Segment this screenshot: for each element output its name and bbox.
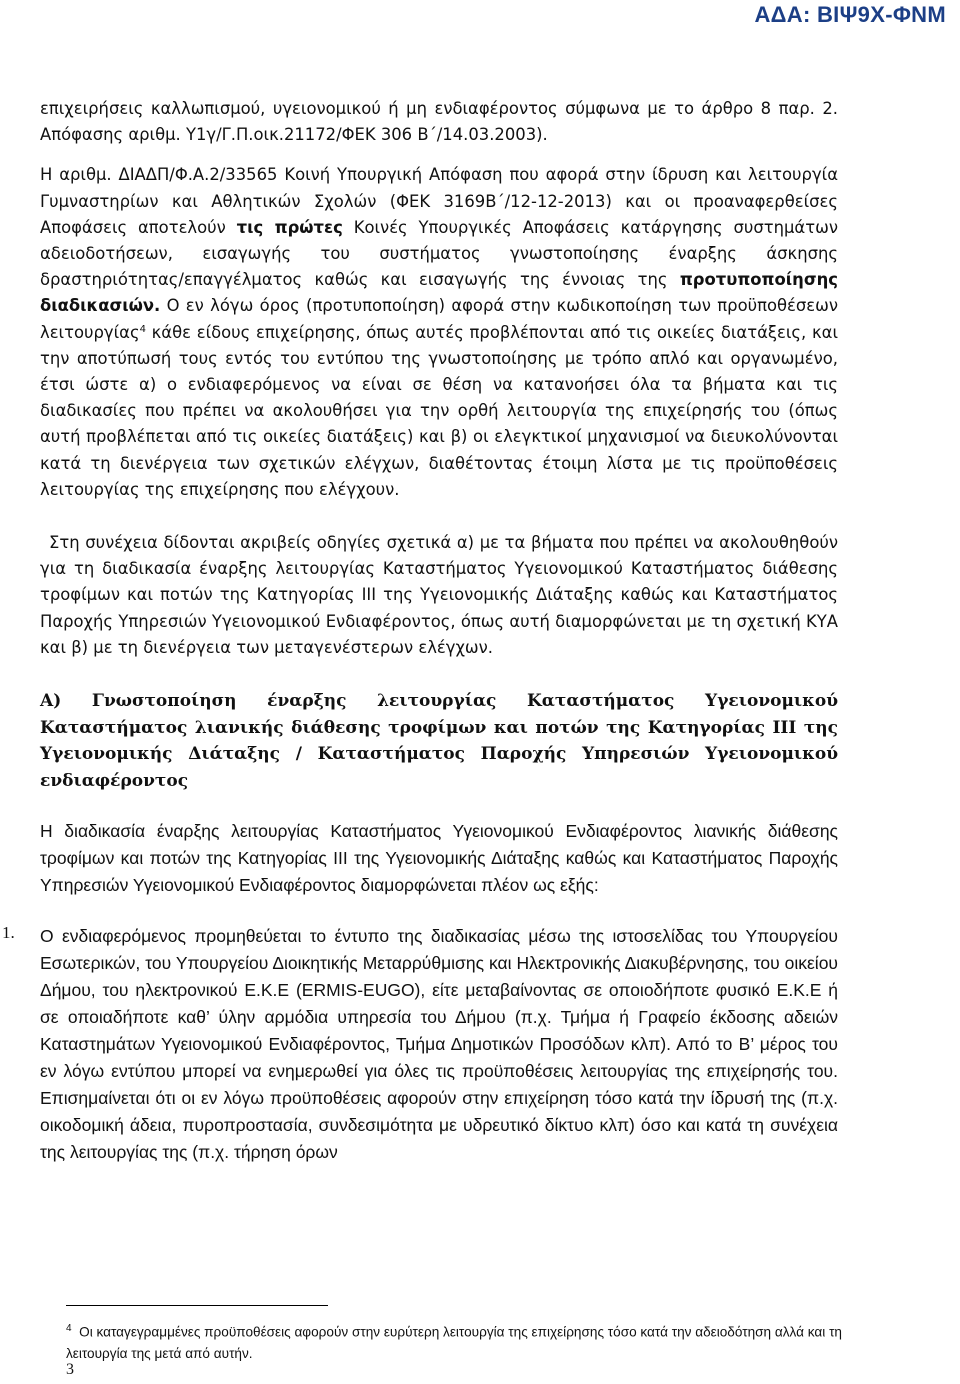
paragraph-instructions: Στη συνέχεια δίδονται ακριβείς οδηγίες σχετικά α) με τα βήματα που πρέπει να ακολουθηθούν για τη διαδικασία έναρξης λειτουργίας Καταστήματος Υγειονομικού Καταστήματος διάθεσης τροφίμων και ποτών της Κατηγορίας ΙΙΙ της Υγειονομικής Διάταξης καθώς και Καταστήματος Παροχής Υπηρεσιών Υγειονομικού Ενδιαφέροντος, όπως αυτή διαμορφώνεται με τη σχετική ΚΥΑ και β) με τη διενέργεια των μεταγενέστερων ελέγχων. [40,533,838,657]
section-heading: Α) Γνωστοποίηση έναρξης λειτουργίας Καταστήματος Υγειονομικού Καταστήματος λιανικής διάθεσης τροφίμων και ποτών της Κατηγορίας ΙΙΙ της Υγειονομικής Διάταξης / Καταστήματος Παροχής Υπηρεσιών Υγειονομικού ενδιαφέροντος [40,691,838,791]
footnote-number: 4 [66,1323,72,1334]
list-number: 1. [2,923,15,943]
footnote-text: Οι καταγεγραμμένες προϋποθέσεις αφορούν στην ευρύτερη λειτουργία της επιχείρησης τόσο κατά την αδειοδότηση αλλά και τη λειτουργία της μετά από αυτήν. [66,1324,842,1361]
bold-standardization: προτυποποίησης διαδικασιών. [40,270,838,316]
footnote-ref: 4 [139,323,146,335]
footnote-divider [66,1305,328,1306]
paragraph-procedure: Η διαδικασία έναρξης λειτουργίας Καταστήματος Υγειονομικού Ενδιαφέροντος λιανικής διάθεσης τροφίμων και ποτών της Κατηγορίας ΙΙΙ της Υγειονομικής Διάταξης καθώς και Καταστήματος Παροχής Υπηρεσιών Υγειονομικού Ενδιαφέροντος διαμορφώνεται πλέον ως εξής: [40,821,838,896]
ada-code: ΑΔΑ: ΒΙΨ9Χ-ΦΝΜ [754,2,946,27]
footnote [66,1318,846,1364]
list-item-text: Ο ενδιαφερόμενος προμηθεύεται το έντυπο της διαδικασίας μέσω της ιστοσελίδας του Υπουργείου Εσωτερικών, του Υπουργείου Διοικητικής Μεταρρύθμισης και Ηλεκτρονικής Διακυβέρνησης, του οικείου Δήμου, του ηλεκτρονικού Ε.Κ.Ε (ERMIS-EUGO), είτε μεταβαίνοντας σε οποιοδήποτε φυσικό Ε.Κ.Ε ή σε οποιαδήποτε καθ’ ύλην αρμόδια υπηρεσία του Δήμου (π.χ. Τμήμα ή Γραφείο έκδοσης αδειών Καταστημάτων Υγειονομικού Ενδιαφέροντος, Τμήμα Δημοτικών Προσόδων κλπ). Από το Β’ μέρος του εν λόγω εντύπου μπορεί να ενημερωθεί για όλες τις προϋποθέσεις λειτουργίας της επιχείρησής του. Επισημαίνεται ότι οι εν λόγω προϋποθέσεις αφορούν στην επιχείρηση τόσο κατά την ίδρυσή της (π.χ. οικοδομική άδεια, πυροπροστασία, συνδεσιμότητα με υδρευτικό δίκτυο κλπ) όσο και κατά τη συνέχεια της λειτουργίας της (π.χ. τήρηση όρων [40,926,838,1163]
page-number: 3 [66,1361,74,1378]
paragraph-intro: επιχειρήσεις καλλωπισμού, υγειονομικού ή μη ενδιαφέροντος σύμφωνα με το άρθρο 8 παρ. 2. Απόφασης αριθμ. Υ1γ/Γ.Π.οικ.21172/ΦΕΚ 306 Β΄/14.03.2003). [40,99,838,145]
bold-first: τις πρώτες [236,217,343,237]
document-body [2,96,838,1166]
paragraph-kya: Η αριθμ. ΔΙΑΔΠ/Φ.Α.2/33565 Κοινή Υπουργική Απόφαση που αφορά στην ίδρυση και λειτουργία Γυμναστηρίων και Αθλητικών Σχολών (ΦΕΚ 3169Β΄/12-12-2013) και οι προαναφερθείσες Αποφάσεις αποτελούν τις πρώτες Κοινές Υπουργικές Αποφάσεις κατάργησης συστημάτων αδειοδοτήσεων, εισαγωγής του συστήματος γνωστοποίησης έναρξης άσκησης δραστηριότητας/επαγγέλματος καθώς και εισαγωγής της έννοιας της προτυποποίησης διαδικασιών. Ο εν λόγω όρος (προτυποποίηση) αφορά στην κωδικοποίηση των προϋποθέσεων λειτουργίας$^4$ κάθε είδους επιχείρησης, όπως αυτές προβλέπονται από τις οικείες διατάξεις, και την αποτύπωσή τους εντός του εντύπου της γνωστοποίησης με τρόπο απλό και οργανωμένο, έτσι ώστε α) ο ενδιαφερόμενος να είναι σε θέση να κατανοήσει όλα τα βήματα και τις διαδικασίες που πρέπει να ακολουθήσει για την ορθή λειτουργία της επιχείρησής του (όπως αυτή προβλέπεται από τις οικείες διατάξεις) και β) οι ελεγκτικοί μηχανισμοί να διευκολύνονται κατά τη διενέργεια των σχετικών ελέγχων, διαθέτοντας έτοιμη λίστα με τις προϋποθέσεις λειτουργίας της επιχείρησης που ελέγχουν. [40,165,838,499]
list-item [2,923,838,1166]
